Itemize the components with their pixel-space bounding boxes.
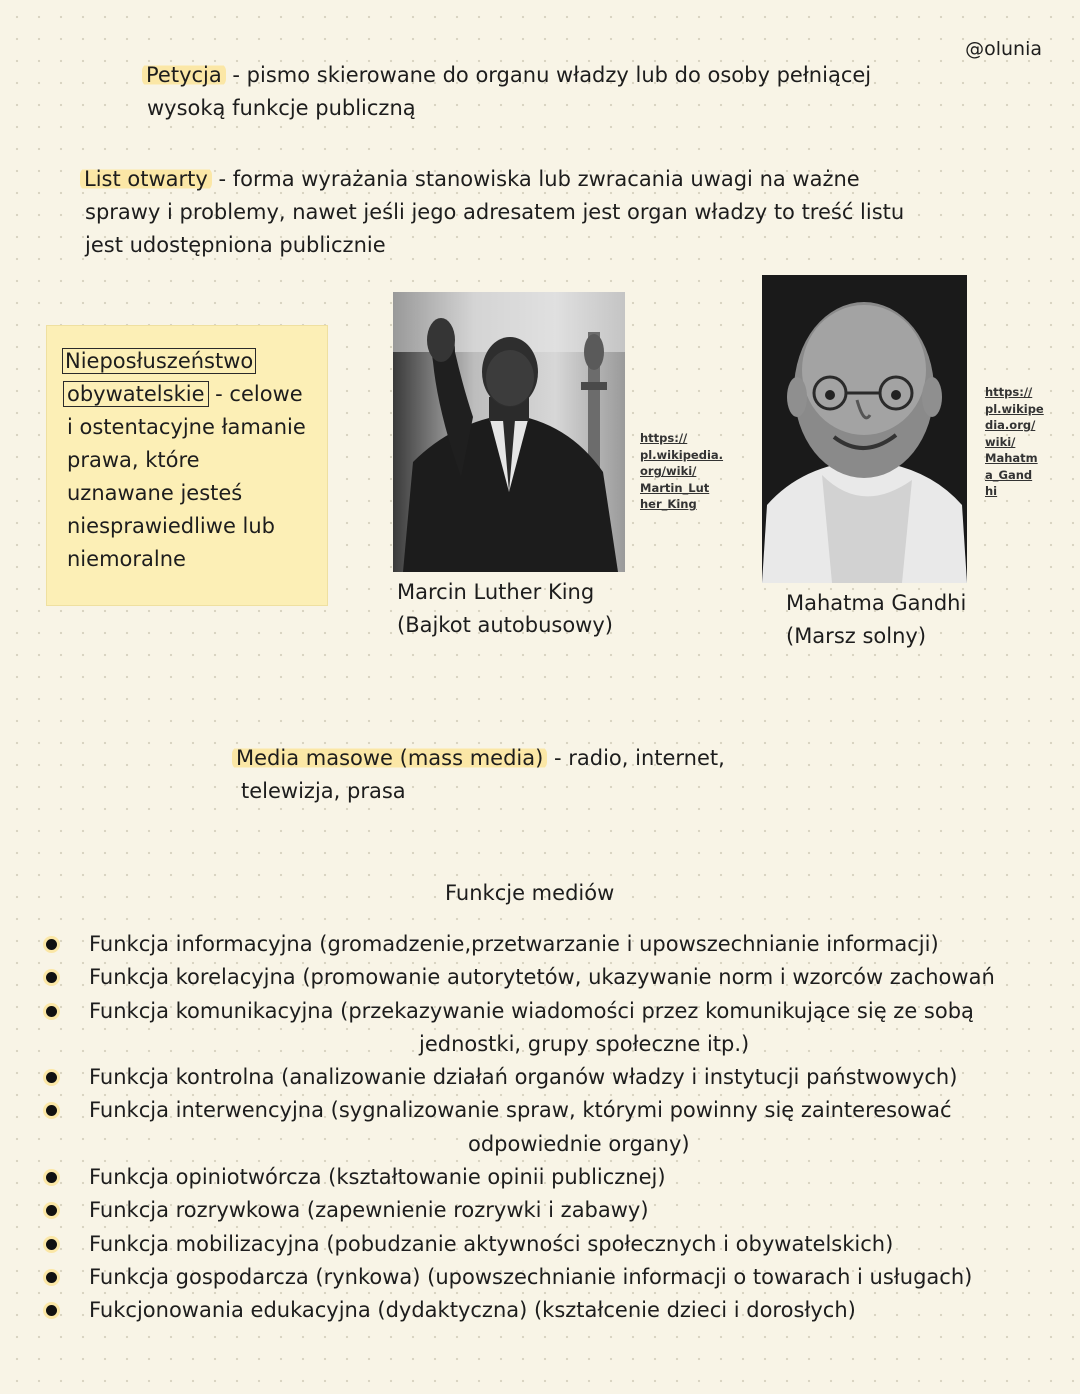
king-source-link[interactable]: https:// pl.wikipedia. org/wiki/ Martin_Lut her_King [640, 431, 724, 511]
list-item-continuation: jednostki, grupy społeczne itp.) [419, 1031, 750, 1056]
media-definition-part2: telewizja, prasa [241, 779, 406, 803]
civil-disobedience-def-part3: prawa, które [67, 448, 200, 472]
gandhi-caption-event: (Marsz solny) [786, 624, 927, 648]
list-item: Funkcja rozrywkowa (zapewnienie rozrywki i zabawy) [0, 1194, 1080, 1227]
bullet-icon [46, 1006, 57, 1017]
petycja-line1 [142, 59, 871, 92]
list-otwarty-definition-part2: sprawy i problemy, nawet jeśli jego adresatem jest organ władzy to treść listu [85, 200, 905, 224]
bullet-icon [46, 1239, 57, 1250]
bullet-icon [46, 1105, 57, 1116]
king-caption: Marcin Luther King [397, 580, 595, 604]
media-line1 [232, 742, 725, 775]
bullet-icon [46, 1172, 57, 1183]
king-caption-event: (Bajkot autobusowy) [397, 613, 613, 637]
bullet-icon [46, 1205, 57, 1216]
media-functions-list [0, 928, 1080, 1328]
list-item: Funkcja opiniotwórcza (kształtowanie opinii publicznej) [0, 1161, 1080, 1194]
list-item: Fukcjonowania edukacyjna (dydaktyczna) (kształcenie dzieci i dorosłych) [0, 1294, 1080, 1327]
civil-disobedience-def-part2: i ostentacyjne łamanie [67, 415, 306, 439]
civil-disobedience-def-part6: niemoralne [67, 547, 186, 571]
civil-disobedience-def-part4: uznawane jesteś [67, 481, 243, 505]
media-definition-part1: - radio, internet, [547, 746, 725, 770]
civil-disobedience-line2 [66, 378, 303, 411]
list-item: Funkcja mobilizacyjna (pobudzanie aktywności społecznych i obywatelskich) [0, 1228, 1080, 1261]
list-otwarty-line1 [80, 163, 860, 196]
petycja-definition-part1: - pismo skierowane do organu władzy lub do osoby pełniącej [225, 63, 872, 87]
civil-disobedience-term-part2: obywatelskie [63, 381, 209, 407]
list-item: Funkcja korelacyjna (promowanie autorytetów, ukazywanie norm i wzorców zachowań [0, 961, 1080, 994]
list-item: Funkcja gospodarcza (rynkowa) (upowszechnianie informacji o towarach i usługach) [0, 1261, 1080, 1294]
martin-luther-king-photo [393, 292, 625, 572]
list-otwarty-definition-part3: jest udostępniona publicznie [85, 233, 386, 257]
bullet-icon [46, 939, 57, 950]
civil-disobedience-def-part5: niesprawiedliwe lub [67, 514, 276, 538]
civil-disobedience-def-part1: - celowe [208, 382, 303, 406]
petycja-term: Petycja [142, 63, 226, 87]
civil-disobedience-term-part1: Nieposłuszeństwo [62, 348, 256, 374]
list-item: Funkcja informacyjna (gromadzenie,przetwarzanie i upowszechnianie informacji) [0, 928, 1080, 961]
bullet-icon [46, 1272, 57, 1283]
author-handle: @olunia [965, 38, 1042, 60]
petycja-definition-part2: wysoką funkcje publiczną [147, 96, 416, 120]
list-item: Funkcja interwencyjna (sygnalizowanie spraw, którymi powinny się zainteresować [0, 1094, 1080, 1127]
gandhi-source-link[interactable]: https:// pl.wikipe dia.org/ wiki/ Mahatm a_Gand hi [985, 385, 1044, 498]
bullet-icon [46, 1072, 57, 1083]
bullet-icon [46, 972, 57, 983]
bullet-icon [46, 1305, 57, 1316]
mahatma-gandhi-photo [762, 275, 967, 583]
list-item-continuation: odpowiednie organy) [468, 1131, 690, 1156]
list-otwarty-definition-part1: - forma wyrażania stanowiska lub zwracania uwagi na ważne [211, 167, 860, 191]
media-functions-title: Funkcje mediów [445, 881, 615, 905]
list-item: Funkcja komunikacyjna (przekazywanie wiadomości przez komunikujące się ze sobą [0, 995, 1080, 1028]
gandhi-caption: Mahatma Gandhi [786, 591, 967, 615]
list-item: Funkcja kontrolna (analizowanie działań organów władzy i instytucji państwowych) [0, 1061, 1080, 1094]
civil-disobedience-line1 [62, 345, 256, 378]
list-otwarty-term: List otwarty [80, 167, 212, 191]
media-term: Media masowe (mass media) [232, 746, 547, 770]
